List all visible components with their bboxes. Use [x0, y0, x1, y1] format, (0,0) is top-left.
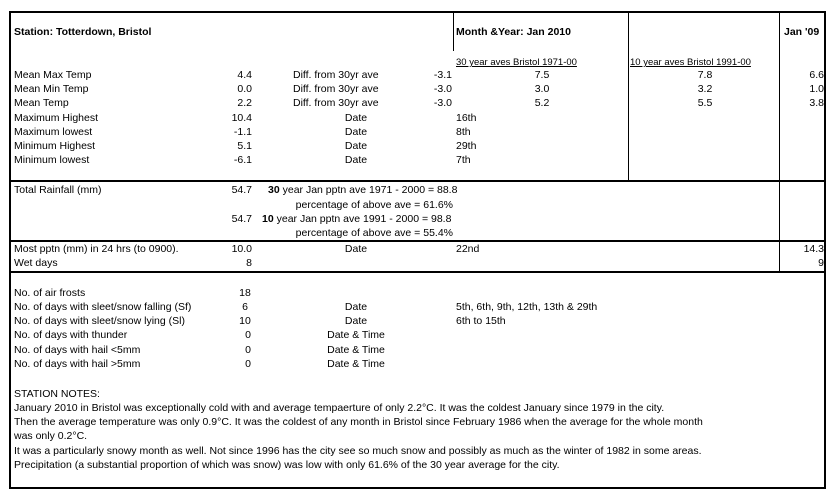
- days-value: 0: [245, 358, 251, 370]
- pptn-date: 22nd: [456, 243, 480, 255]
- days-label: No. of days with sleet/snow lying (Sl): [14, 315, 185, 327]
- ave10-value: 5.5: [697, 97, 713, 109]
- date-time-label: Date & Time: [327, 329, 385, 341]
- extreme-value: -6.1: [233, 154, 252, 166]
- days-date: 5th, 6th, 9th, 12th, 13th & 29th: [456, 301, 598, 313]
- temp-label: Mean Min Temp: [14, 83, 89, 95]
- divider-pptn-top: [11, 240, 824, 242]
- extreme-date: 8th: [456, 126, 471, 138]
- extreme-date: 29th: [456, 140, 477, 152]
- aves10-heading: 10 year aves Bristol 1991-00: [630, 57, 751, 68]
- days-value: 10: [239, 315, 251, 327]
- temp-label: Mean Max Temp: [14, 69, 92, 81]
- divider-ave10-col: [628, 13, 629, 181]
- days-label: No. of days with thunder: [14, 329, 128, 341]
- notes-line: It was a particularly snowy month as well. Not since 1996 has the city see so much snow and possibly as much as the winter of 1982 in some areas.: [14, 445, 702, 457]
- extreme-label: Maximum Highest: [14, 112, 99, 124]
- extreme-label: Minimum lowest: [14, 154, 90, 166]
- divider-days-top: [11, 271, 824, 273]
- days-value: 0: [245, 344, 251, 356]
- extreme-value: 10.4: [231, 112, 252, 124]
- diff-value: -3.0: [433, 83, 452, 95]
- notes-line: was only 0.2°C.: [14, 430, 88, 442]
- rainfall-label: Total Rainfall (mm): [14, 184, 102, 196]
- notes-title: STATION NOTES:: [14, 388, 100, 400]
- prev-value: 3.8: [809, 97, 824, 109]
- prev-value: 6.6: [809, 69, 824, 81]
- wet-days-prev: 9: [818, 257, 824, 269]
- divider-rainfall-top: [11, 180, 824, 182]
- ave30-value: 5.2: [534, 97, 550, 109]
- divider-month-col: [453, 13, 454, 51]
- date-label: Date: [344, 140, 368, 152]
- station-name: Station: Totterdown, Bristol: [14, 26, 152, 38]
- rainfall-pct10: percentage of above ave = 55.4%: [295, 227, 453, 239]
- extreme-date: 16th: [456, 112, 477, 124]
- ave10-value: 3.2: [697, 83, 713, 95]
- diff-label: Diff. from 30yr ave: [293, 97, 379, 109]
- ave30-value: 3.0: [534, 83, 550, 95]
- prev-value: 1.0: [809, 83, 824, 95]
- days-value: 6: [242, 301, 248, 313]
- prev-year-heading: Jan '09: [784, 26, 820, 38]
- rainfall-pct30: percentage of above ave = 61.6%: [295, 199, 453, 211]
- wet-days-value: 8: [246, 257, 252, 269]
- extreme-value: 5.1: [237, 140, 252, 152]
- days-label: No. of days with hail >5mm: [14, 358, 141, 370]
- diff-value: -3.0: [433, 97, 452, 109]
- extreme-label: Maximum lowest: [14, 126, 93, 138]
- days-date: 6th to 15th: [456, 315, 506, 327]
- pptn-prev: 14.3: [803, 243, 824, 255]
- ave30-text: year Jan pptn ave 1971 - 2000 = 88.8: [279, 184, 458, 196]
- ave10-value: 7.8: [697, 69, 713, 81]
- days-value: 0: [245, 329, 251, 341]
- ave30-years: 30: [268, 184, 280, 196]
- date-label: Date: [344, 315, 368, 327]
- notes-line: Precipitation (a substantial proportion of which was snow) was low with only 61.6% of the 30 year average for the city.: [14, 459, 560, 471]
- aves30-heading: 30 year aves Bristol 1971-00: [456, 57, 577, 68]
- extreme-date: 7th: [456, 154, 471, 166]
- temp-label: Mean Temp: [14, 97, 69, 109]
- diff-label: Diff. from 30yr ave: [293, 83, 379, 95]
- date-label: Date: [344, 154, 368, 166]
- date-label: Date: [344, 112, 368, 124]
- days-label: No. of days with hail <5mm: [14, 344, 141, 356]
- date-time-label: Date & Time: [327, 344, 385, 356]
- ave10-text: year Jan pptn ave 1991 - 2000 = 98.8: [273, 213, 452, 225]
- temp-value: 2.2: [237, 97, 252, 109]
- temp-value: 4.4: [237, 69, 252, 81]
- days-value: 18: [239, 287, 251, 299]
- extreme-label: Minimum Highest: [14, 140, 96, 152]
- pptn-value: 10.0: [231, 243, 252, 255]
- notes-line: January 2010 in Bristol was exceptionally cold with and average tempaerture of only 2.2°C. It was the coldest January since 1979 in the city.: [14, 402, 665, 414]
- days-label: No. of air frosts: [14, 287, 86, 299]
- notes-line: Then the average temperature was only 0.9°C. It was the coldest of any month in Bristol since February 1986 when the average for the whole month: [14, 416, 703, 428]
- diff-value: -3.1: [433, 69, 452, 81]
- ave10-years: 10: [262, 213, 274, 225]
- rainfall-value: 54.7: [231, 213, 252, 225]
- date-label: Date: [344, 243, 368, 255]
- days-label: No. of days with sleet/snow falling (Sf): [14, 301, 192, 313]
- divider-prev-col: [779, 13, 780, 272]
- pptn-label: Most pptn (mm) in 24 hrs (to 0900).: [14, 243, 179, 255]
- wet-days-label: Wet days: [14, 257, 58, 269]
- rainfall-value: 54.7: [231, 184, 252, 196]
- extreme-value: -1.1: [233, 126, 252, 138]
- month-year: Month &Year: Jan 2010: [456, 26, 571, 38]
- date-label: Date: [344, 126, 368, 138]
- date-label: Date: [344, 301, 368, 313]
- date-time-label: Date & Time: [327, 358, 385, 370]
- diff-label: Diff. from 30yr ave: [293, 69, 379, 81]
- rainfall-ave10: [262, 213, 451, 226]
- ave30-value: 7.5: [534, 69, 550, 81]
- temp-value: 0.0: [237, 83, 252, 95]
- rainfall-ave30: [268, 184, 457, 197]
